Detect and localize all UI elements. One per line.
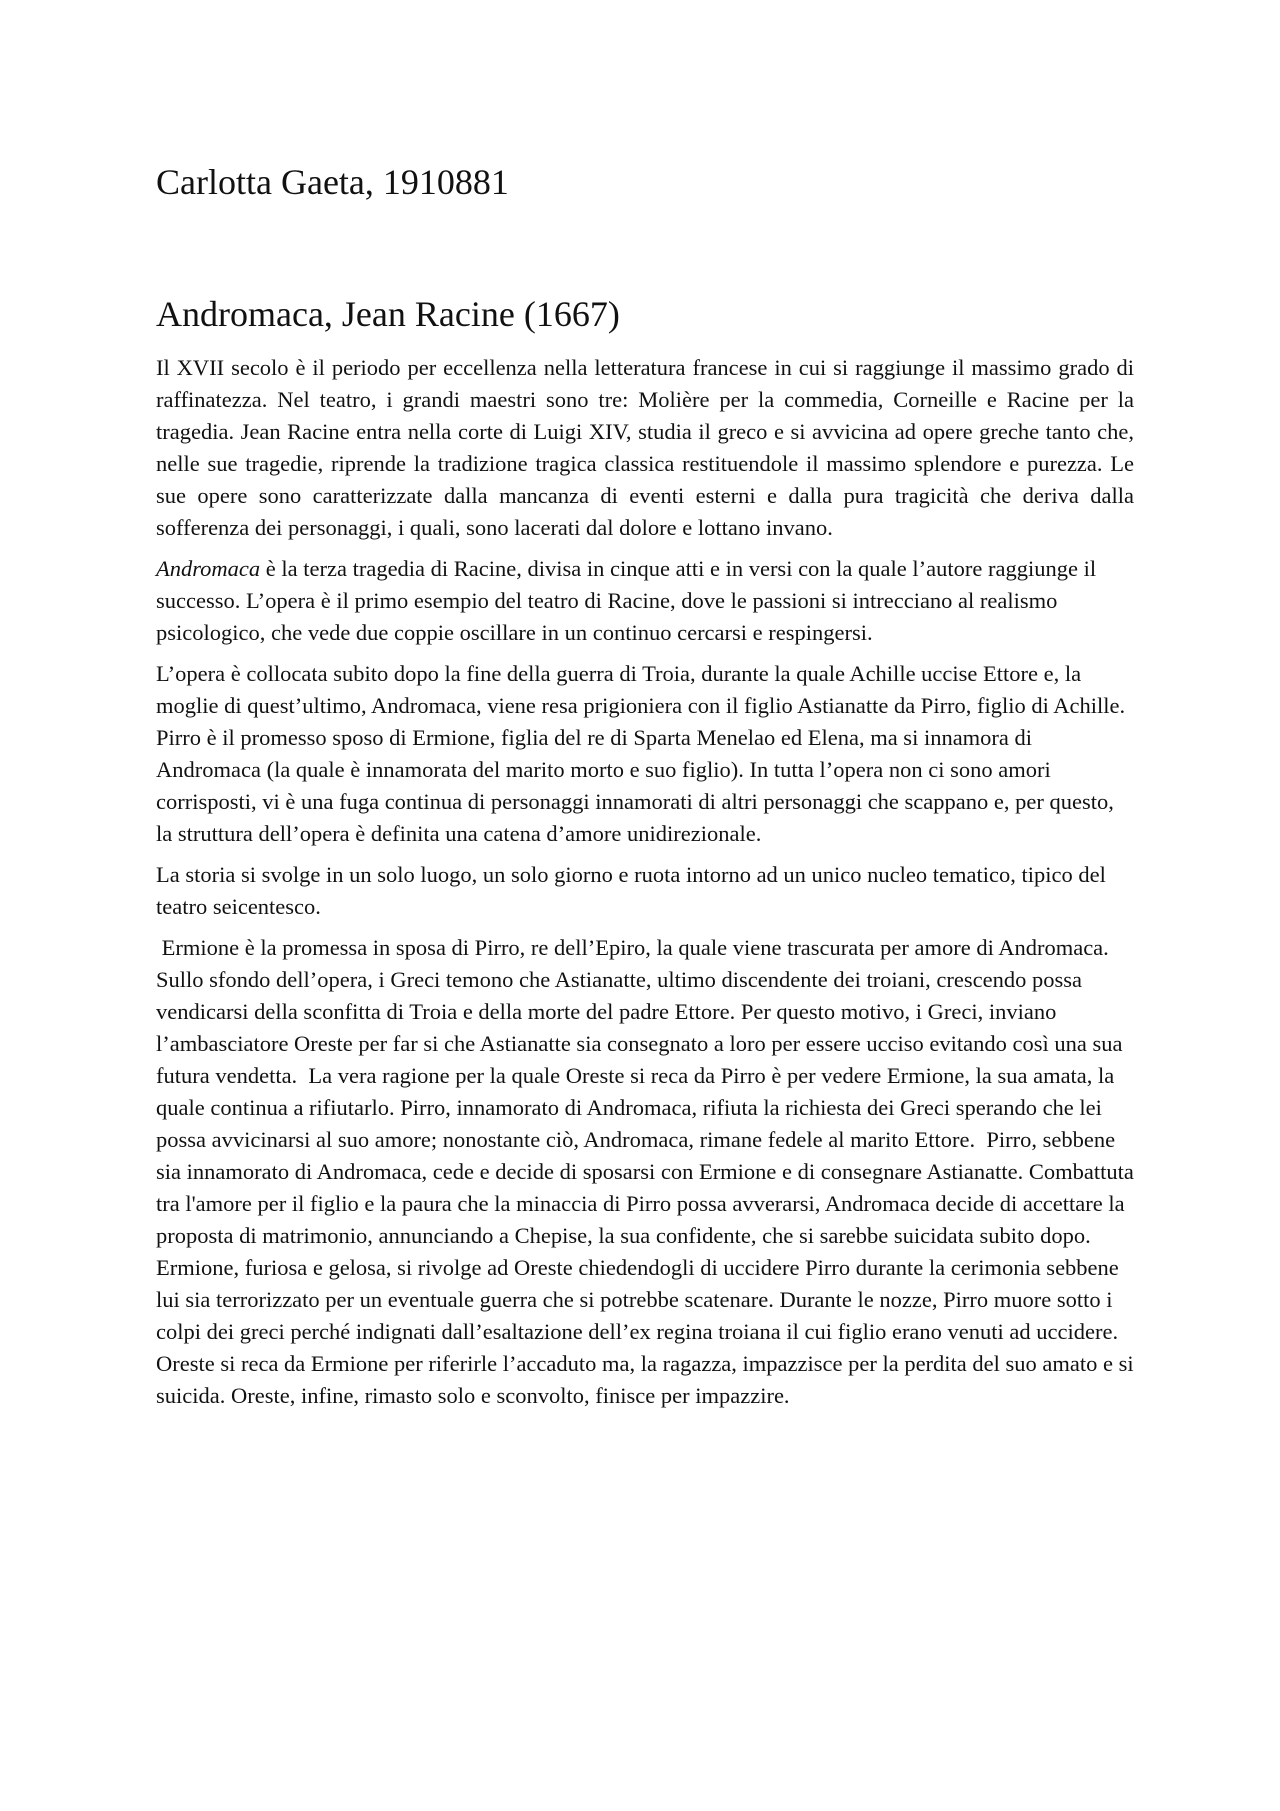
- paragraph-setting: L’opera è collocata subito dopo la fine della guerra di Troia, durante la quale Achille uccise Ettore e, la moglie di quest’ultimo, Andromaca, viene resa prigioniera con il figlio Astianatte da Pirro, figlio di Achille. Pirro è il promesso sposo di Ermione, figlia del re di Sparta Menelao ed Elena, ma si innamora di Andromaca (la quale è innamorata del marito morto e suo figlio). In tutta l’opera non ci sono amori corrisposti, vi è una fuga continua di personaggi innamorati di altri personaggi che scappano e, per questo, la struttura dell’opera è definita una catena d’amore unidirezionale.: [156, 661, 1126, 846]
- paragraph-unity: La storia si svolge in un solo luogo, un solo giorno e ruota intorno ad un unico nucleo tematico, tipico del teatro seicentesco.: [156, 862, 1106, 919]
- paragraph-andromaca-text: è la terza tragedia di Racine, divisa in cinque atti e in versi con la quale l’autore raggiunge il successo. L’opera è il primo esempio del teatro di Racine, dove le passioni si intrecciano al realismo psicologico, che vede due coppie oscillare in un continuo cercarsi e respingersi.: [156, 556, 1097, 645]
- work-title-italic: Andromaca: [156, 556, 261, 581]
- author-line: Carlotta Gaeta, 1910881: [156, 162, 509, 202]
- document-body: [156, 352, 1140, 1421]
- document-title: Andromaca, Jean Racine (1667): [156, 294, 620, 334]
- paragraph-andromaca: [156, 553, 1134, 649]
- paragraph-intro: Il XVII secolo è il periodo per eccellenza nella letteratura francese in cui si raggiunge il massimo grado di raffinatezza. Nel teatro, i grandi maestri sono tre: Molière per la commedia, Corneille e Racine per la tragedia. Jean Racine entra nella corte di Luigi XIV, studia il greco e si avvicina ad opere greche tanto che, nelle sue tragedie, riprende la tradizione tragica classica restituendole il massimo splendore e purezza. Le sue opere sono caratterizzate dalla mancanza di eventi esterni e dalla pura tragicità che deriva dalla sofferenza dei personaggi, i quali, sono lacerati dal dolore e lottano invano.: [156, 355, 1134, 540]
- paragraph-plot: Ermione è la promessa in sposa di Pirro, re dell’Epiro, la quale viene trascurata per amore di Andromaca. Sullo sfondo dell’opera, i Greci temono che Astianatte, ultimo discendente dei troiani, crescendo possa vendicarsi della sconfitta di Troia e della morte del padre Ettore. Per questo motivo, i Greci, inviano l’ambasciatore Oreste per far si che Astianatte sia consegnato a loro per essere ucciso evitando così una sua futura vendetta. La vera ragione per la quale Oreste si reca da Pirro è per vedere Ermione, la sua amata, la quale continua a rifiutarlo. Pirro, innamorato di Andromaca, rifiuta la richiesta dei Greci sperando che lei possa avvicinarsi al suo amore; nonostante ciò, Andromaca, rimane fedele al marito Ettore. Pirro, sebbene sia innamorato di Andromaca, cede e decide di sposarsi con Ermione e di consegnare Astianatte. Combattuta tra l'amore per il figlio e la paura che la minaccia di Pirro possa avverarsi, Andromaca decide di accettare la proposta di matrimonio, annunciando a Chepise, la sua confidente, che si sarebbe suicidata subito dopo. Ermione, furiosa e gelosa, si rivolge ad Oreste chiedendogli di uccidere Pirro durante la cerimonia sebbene lui sia terrorizzato per un eventuale guerra che si potrebbe scatenare. Durante le nozze, Pirro muore sotto i colpi dei greci perché indignati dall’esaltazione dell’ex regina troiana il cui figlio erano venuti ad uccidere. Oreste si reca da Ermione per riferirle l’accaduto ma, la ragazza, impazzisce per la perdita del suo amato e si suicida. Oreste, infine, rimasto solo e sconvolto, finisce per impazzire.: [156, 935, 1140, 1408]
